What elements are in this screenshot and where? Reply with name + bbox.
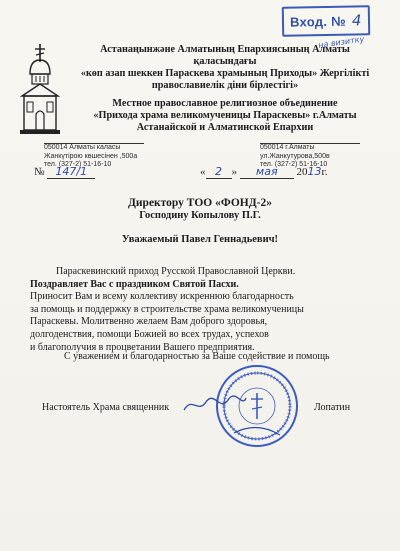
handwritten-signature-icon — [180, 392, 250, 416]
letter-body — [30, 266, 370, 354]
body-line-bold: Поздравляет Вас с праздником Святой Пасхи. — [30, 278, 239, 290]
date-quote-open: « — [200, 166, 206, 178]
date-day-value: 2 — [215, 165, 222, 178]
address-line: тел. (327-2) 51-16-10 — [260, 161, 328, 169]
date-month-field — [240, 165, 294, 179]
church-logo-icon — [16, 42, 64, 142]
header-kaz-line: «көп азап шеккен Параскева храмының Приходы» Жергілікті — [80, 68, 370, 79]
address-line: Жанкүтірою көшесінен ,500а — [44, 152, 138, 160]
incoming-stamp-label: Вход. № — [289, 13, 347, 30]
header-kaz-line: Астанаңынжәне Алматының Епархиясының Алматы — [100, 44, 350, 55]
body-line: за помощь и поддержку в строительстве храма великомученицы — [30, 303, 304, 315]
body-line: долгоденствия, помощи Божией во всех трудах, успехов — [30, 328, 269, 340]
date-year-tail: г. — [321, 166, 328, 178]
date-year-prefix: 20 — [296, 166, 308, 178]
recipient-line2: Господину Копылову П.Г. — [139, 210, 261, 221]
date-year-suffix: 13 — [307, 165, 322, 178]
body-line: Параскевинский приход Русской Православной Церкви. — [56, 266, 296, 277]
address-line: ул.Жанкутурова,500в — [260, 152, 330, 160]
outgoing-number-label: № — [34, 166, 45, 178]
header-russian — [60, 98, 390, 134]
address-line: 050014 Алматы каласы — [44, 144, 121, 151]
header-rus-line: Местное православное религиозное объединение — [112, 98, 338, 109]
header-kazakh — [60, 44, 390, 92]
outgoing-number-field — [47, 165, 95, 179]
date-month-value: мая — [255, 165, 278, 178]
outgoing-number — [34, 165, 95, 179]
header-rus-line: Астанайской и Алматинской Епархии — [136, 122, 314, 133]
incoming-stamp-number: 4 — [351, 11, 362, 30]
outgoing-number-value: 147/1 — [55, 165, 88, 178]
date-quote-close: » — [231, 166, 237, 178]
closing-line: С уважением и благодарностью за Ваше содействие и помощь — [64, 351, 330, 362]
date-day-field — [206, 165, 232, 179]
signatory-name: Лопатин — [314, 402, 351, 413]
body-line: и благополучия в процветании Вашего предприятия. — [30, 341, 255, 353]
address-line: 050014 г.Алматы — [260, 144, 315, 151]
body-line: Приносит Вам и всему коллективу искреннюю благодарность — [30, 291, 294, 303]
address-line: тел. (327-2) 51-16-10 — [44, 161, 112, 169]
greeting: Уважаемый Павел Геннадьевич! — [121, 234, 279, 245]
outgoing-date — [200, 165, 328, 179]
recipient-line1: Директору ТОО «ФОНД-2» — [128, 197, 272, 209]
header-kaz-line: қаласындағы — [193, 56, 257, 67]
stamp-handwritten-note: на визитку — [317, 34, 365, 50]
signatory-title: Настоятель Храма священник — [42, 402, 170, 413]
header-rus-line: «Прихода храма великомученицы Параскевы» г.Алматы — [93, 110, 357, 121]
body-line: Параскевы. Молитвенно желаем Вам доброго здоровья, — [30, 316, 268, 328]
header-kaz-line: православиелік діни бірлестігі» — [151, 80, 299, 91]
incoming-stamp — [282, 5, 371, 37]
